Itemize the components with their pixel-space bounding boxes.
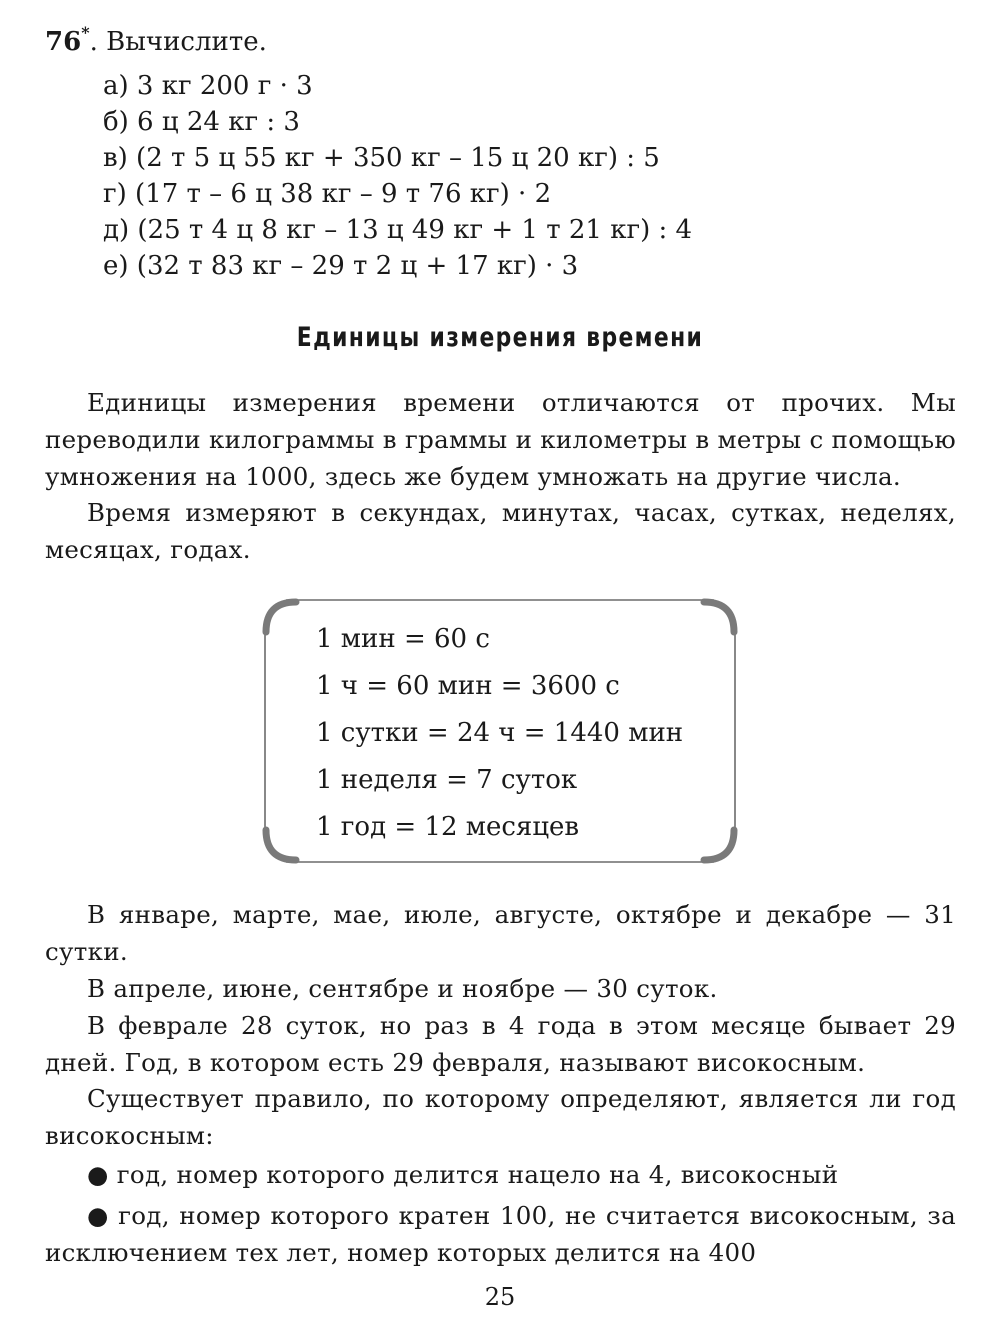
- conversion-list: [316, 616, 683, 851]
- months-30-paragraph: В апреле, июне, сентябре и ноябре — 30 суток.: [87, 974, 718, 1003]
- conversion-line: 1 мин = 60 с: [316, 624, 490, 654]
- exercise-item: е) (32 т 83 кг – 29 т 2 ц + 17 кг) · 3: [103, 251, 579, 281]
- exercise-item: а) 3 кг 200 г · 3: [103, 71, 313, 101]
- page-number: 25: [484, 1283, 516, 1311]
- section-title: Единицы измерения времени: [296, 322, 704, 353]
- rule-text: год, номер которого кратен 100, не считается високосным, за исключением тех лет, номер которых делится на 400: [45, 1201, 956, 1267]
- rule-text: год, номер которого делится нацело на 4, високосный: [116, 1160, 839, 1189]
- rule-intro-paragraph: Существует правило, по которому определяют, является ли год високосным:: [45, 1084, 956, 1150]
- exercise-item: д) (25 т 4 ц 8 кг – 13 ц 49 кг + 1 т 21 кг) : 4: [103, 215, 693, 245]
- exercise-item: б) 6 ц 24 кг : 3: [103, 107, 300, 137]
- exercise-item: в) (2 т 5 ц 55 кг + 350 кг – 15 ц 20 кг) : 5: [103, 143, 660, 173]
- units-paragraph: Время измеряют в секундах, минутах, часах, сутках, неделях, месяцах, годах.: [45, 498, 956, 564]
- exercise-item: г) (17 т – 6 ц 38 кг – 9 т 76 кг) · 2: [103, 179, 552, 209]
- exercise-prompt: . Вычислите.: [89, 27, 267, 57]
- rule-item: [45, 1197, 956, 1271]
- exercise-number: 76*: [45, 23, 90, 57]
- intro-paragraph: Единицы измерения времени отличаются от прочих. Мы переводили килограммы в граммы и километры в метры с помощью умножения на 1000, здесь же будем умножать на другие числа.: [45, 388, 956, 491]
- bullet-icon: ●: [87, 1160, 109, 1189]
- exercise-mark: *: [81, 23, 90, 42]
- conversion-line: 1 неделя = 7 суток: [316, 765, 578, 795]
- bullet-icon: ●: [87, 1201, 109, 1230]
- conversion-line: 1 сутки = 24 ч = 1440 мин: [316, 718, 684, 748]
- conversion-line: 1 ч = 60 мин = 3600 с: [316, 671, 620, 701]
- months-31-paragraph: В январе, марте, мае, июле, августе, октябре и декабре — 31 сутки.: [45, 900, 956, 966]
- rule-item: [45, 1156, 956, 1193]
- conversion-box: [262, 598, 738, 864]
- exercise-heading: [45, 24, 267, 60]
- february-paragraph: В феврале 28 суток, но раз в 4 года в этом месяце бывает 29 дней. Год, в котором есть 29 февраля, называют високосным.: [45, 1011, 956, 1077]
- exercise-items: [103, 68, 692, 284]
- conversion-line: 1 год = 12 месяцев: [316, 812, 580, 842]
